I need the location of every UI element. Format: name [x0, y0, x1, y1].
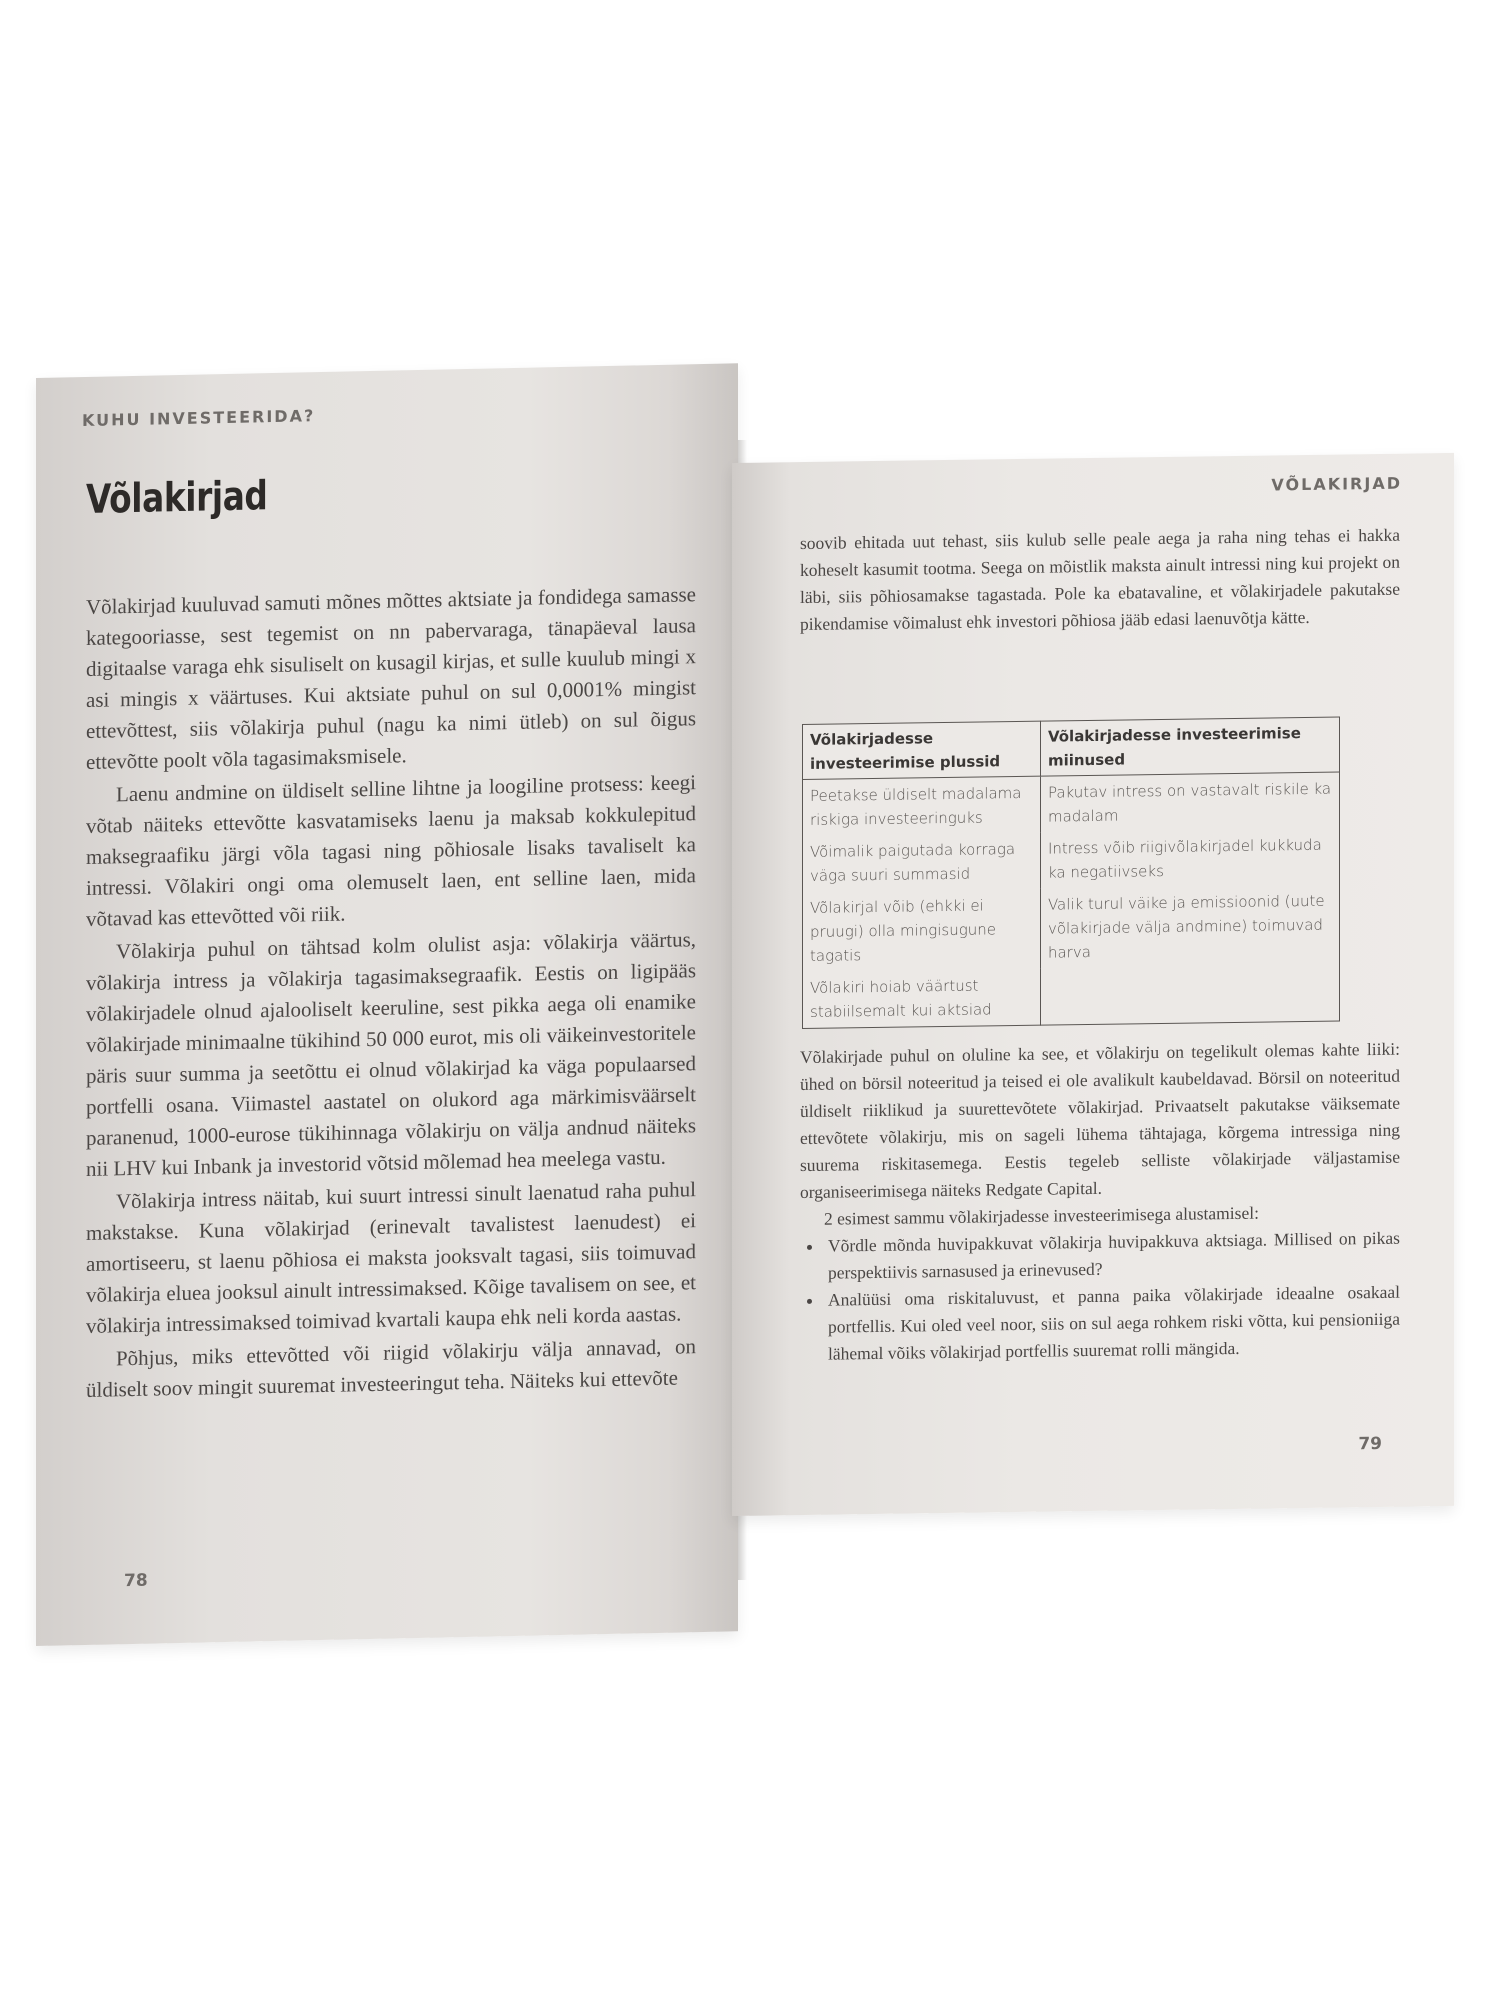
right-bottom-text: [800, 1036, 1400, 1368]
paragraph: Võlakirja intress näitab, kui suurt intressi sinult laenatud raha puhul makstakse. Kuna võlakirjad (erinevalt tavalistest laenudest) ei amortiseeru, st laenu põhiosa ei maksta jooksvalt tagasi, siis toimuvad võlakirja eluea jooksul ainult intressimaksed. Kõige tavalisem on see, et võlakirja intressimaksed toimivad kvartali kaupa ehk neli korda aastas.: [86, 1177, 696, 1338]
paragraph: Võlakirjad kuuluvad samuti mõnes mõttes aktsiate ja fondidega samasse kategooriasse, sest tegemist on nn pabervaraga, tänapäeval lausa digitaalse varaga ehk sisuliselt on kusagil kirjas, et sulle kuulub mingi x asi mingis x väärtuses. Kui aktsiate puhul on sul 0,0001% mingist ettevõttest, siis võlakirja puhul (nagu ka nimi ütleb) on sul õigus ettevõtte poolt võla tagasimaksmisele.: [86, 582, 696, 774]
table-row: [803, 829, 1340, 892]
list-item: • Analüüsi oma riskitaluvust, et panna paika võlakirjade ideaalne osakaal portfellis. Kui oled veel noor, siis on sul aega rohkem riski võtta, kui pensioniiga lähemal võiks võlakirjad portfellis suuremat rolli mängida.: [824, 1279, 1400, 1368]
table-cell: Valik turul väike ja emissioonid (uute võlakirjade välja andmine) toimuvad harva: [1040, 885, 1339, 969]
table-row: [803, 885, 1340, 972]
table-cell: Võlakirjal võib (ehkki ei pruugi) olla mingisugune tagatis: [803, 889, 1041, 972]
pros-cons-table: [802, 717, 1340, 1030]
left-page: [36, 363, 738, 1646]
table-row: [803, 965, 1340, 1029]
paragraph: Võlakirja puhul on tähtsad kolm olulist asja: võlakirja väärtus, võlakirja intress ja võlakirja tagasimaksegraafik. Eestis on ligipääs võlakirjadele olnud ajalooliselt keeruline, sest pikka aega oli enamike võlakirjade minimaalne tükihind 50 000 eurot, mis oli väikeinvestoritele päris suur summa ja seetõttu ei olnud võlakirjad ka väga populaarsed portfelli osana. Viimastel aastatel on olukord aga märkimisväärselt paranenud, 1000-eurose tükihinnaga võlakirju on välja andnud näiteks nii LHV kui Inbank ja investorid võtsid mõlemad hea meelega vastu.: [86, 927, 696, 1181]
left-running-head: KUHU INVESTEERIDA?: [82, 406, 316, 431]
paragraph: Laenu andmine on üldiselt selline lihtne ja loogiline protsess: keegi võtab näiteks ettevõtte kasvatamiseks laenu ja maksab kokkulepitud maksegraafiku järgi võla tagasi ning põhiosale lisaks tavaliselt ka intressi. Võlakiri ongi oma olemuselt laen, ent selline laen, mida võtavad kas ettevõtted või riik.: [86, 770, 696, 931]
chapter-title: Võlakirjad: [86, 473, 268, 523]
table-cell: Võimalik paigutada korraga väga suuri summasid: [803, 833, 1041, 892]
table-cell: Intress võib riigivõlakirjadel kukkuda ka negatiivseks: [1040, 829, 1339, 889]
table-cell: [1040, 965, 1339, 1026]
right-page: [732, 453, 1454, 1516]
right-page-number: 79: [1358, 1433, 1382, 1455]
steps-list: [800, 1225, 1400, 1368]
paragraph: Võlakirjade puhul on oluline ka see, et võlakirju on tegelikult olemas kahte liiki: ühed on börsil noteeritud ja teised ei ole avalikult kaubeldavad. Börsil on noteeritud üldiselt riiklikud ja suurettevõtete võlakirjad. Privaatselt pakutakse väiksemate ettevõtete võlakirju, mis on sageli lühema tähtajaga, kõrgema intressiga ning suurema riskitasemega. Eestis tegeleb selliste võlakirjade väljastamise organiseerimisega näiteks Redgate Capital.: [800, 1038, 1400, 1203]
left-page-number: 78: [124, 1570, 148, 1592]
table-header-row: [803, 717, 1340, 779]
table-cell: Võlakiri hoiab väärtust stabiilsemalt kui aktsiad: [803, 969, 1041, 1029]
table-row: [803, 772, 1340, 836]
paragraph: Põhjus, miks ettevõtted või riigid võlakirju välja annavad, on üldiselt soov mingit suuremat investeeringut teha. Näiteks kui ettevõte: [86, 1334, 696, 1402]
table-cell: Peetakse üldiselt madalama riskiga investeeringuks: [803, 776, 1041, 836]
table-cell: Pakutav intress on vastavalt riskile ka madalam: [1040, 772, 1339, 833]
list-item: • Võrdle mõnda huvipakkuvat võlakirja huvipakkuva aktsiaga. Millised on pikas perspektiivis sarnasused ja erinevused?: [824, 1225, 1400, 1287]
table-header-cons: Võlakirjadesse investeerimise miinused: [1040, 717, 1339, 776]
left-body-text: [86, 579, 696, 1406]
paragraph: soovib ehitada uut tehast, siis kulub selle peale aega ja raha ning tehas ei hakka koheselt kasumit tootma. Seega on mõistlik maksta ainult intressi ning kui projekt on läbi, siis põhiosamakse tagastada. Pole ka ebatavaline, et võlakirjadele pakutakse pikendamise võimalust ehk investori põhiosa jääb edasi laenuvõtja kätte.: [800, 524, 1400, 635]
right-running-head: VÕLAKIRJAD: [1271, 473, 1402, 495]
table-header-pros: Võlakirjadesse investeerimise plussid: [803, 721, 1041, 779]
paragraph: 2 esimest sammu võlakirjadesse investeerimisega alustamisel:: [824, 1202, 1259, 1229]
right-top-text: [800, 522, 1400, 638]
